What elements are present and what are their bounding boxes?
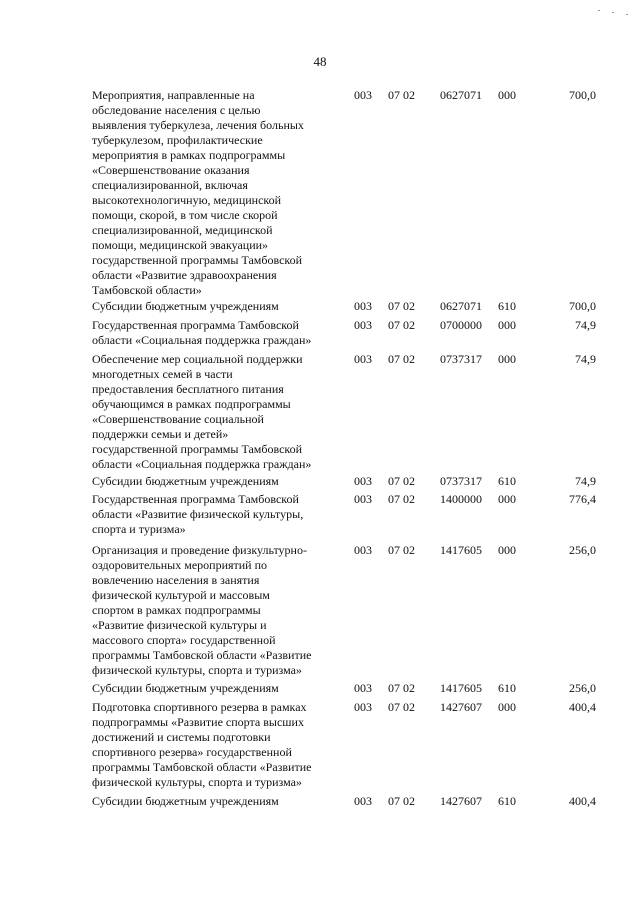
target-article-code: 0627071 — [440, 88, 482, 102]
amount: 700,0 — [569, 299, 596, 313]
row-description: Субсидии бюджетным учреждениям — [92, 474, 279, 488]
target-article-code: 1427607 — [440, 700, 482, 714]
target-article-code: 0700000 — [440, 318, 482, 332]
admin-code: 003 — [354, 88, 372, 102]
amount: 74,9 — [575, 318, 596, 332]
section-code: 07 02 — [388, 88, 415, 102]
admin-code: 003 — [354, 700, 372, 714]
row-description: Государственная программа Тамбовской области «Развитие физической культуры, спорта и туризма» — [92, 492, 304, 536]
section-code: 07 02 — [388, 352, 415, 366]
scan-speck — [598, 10, 600, 11]
section-code: 07 02 — [388, 474, 415, 488]
expense-kind-code: 000 — [498, 88, 516, 102]
section-code: 07 02 — [388, 492, 415, 506]
amount: 400,4 — [569, 794, 596, 808]
row-description: Субсидии бюджетным учреждениям — [92, 299, 279, 313]
target-article-code: 0737317 — [440, 352, 482, 366]
section-code: 07 02 — [388, 299, 415, 313]
target-article-code: 1417605 — [440, 681, 482, 695]
admin-code: 003 — [354, 543, 372, 557]
expense-kind-code: 000 — [498, 352, 516, 366]
target-article-code: 0737317 — [440, 474, 482, 488]
scan-speck — [612, 12, 614, 13]
expense-kind-code: 000 — [498, 492, 516, 506]
expense-kind-code: 000 — [498, 543, 516, 557]
amount: 256,0 — [569, 681, 596, 695]
section-code: 07 02 — [388, 318, 415, 332]
target-article-code: 0627071 — [440, 299, 482, 313]
row-description: Обеспечение мер социальной поддержки многодетных семей в части предоставления бесплатного питания обучающимся в рамках подпрограммы «Совершенствование социальной поддержки семьи и детей» государственной программы Тамбовской области «Социальная поддержка граждан» — [92, 352, 312, 471]
row-description: Организация и проведение физкультурно- оздоровительных мероприятий по вовлечению населения в занятия физической культурой и массовым спортом в рамках подпрограммы «Развитие физической культуры и массового спорта» государственной программы Тамбовской области «Развитие физической культуры, спорта и туризма» — [92, 543, 312, 677]
admin-code: 003 — [354, 299, 372, 313]
amount: 74,9 — [575, 474, 596, 488]
amount: 256,0 — [569, 543, 596, 557]
target-article-code: 1400000 — [440, 492, 482, 506]
expense-kind-code: 000 — [498, 318, 516, 332]
row-description: Мероприятия, направленные на обследование населения с целью выявления туберкулеза, лечения больных туберкулезом, профилактические мероприятия в рамках подпрограммы «Совершенствование оказания специализированной, включая высокотехнологичную, медицинской помощи, скорой, в том числе скорой специализированной, медицинской помощи, медицинской эвакуации» государственной программы Тамбовской области «Развитие здравоохранения Тамбовской области» — [92, 88, 304, 297]
target-article-code: 1417605 — [440, 543, 482, 557]
admin-code: 003 — [354, 318, 372, 332]
row-description: Подготовка спортивного резерва в рамках подпрограммы «Развитие спорта высших достижений и системы подготовки спортивного резерва» государственной программы Тамбовской области «Развитие физической культуры, спорта и туризма» — [92, 700, 312, 789]
expense-kind-code: 610 — [498, 474, 516, 488]
row-description: Субсидии бюджетным учреждениям — [92, 681, 279, 695]
scan-speck — [626, 14, 628, 15]
admin-code: 003 — [354, 794, 372, 808]
admin-code: 003 — [354, 492, 372, 506]
section-code: 07 02 — [388, 681, 415, 695]
expense-kind-code: 000 — [498, 700, 516, 714]
admin-code: 003 — [354, 681, 372, 695]
section-code: 07 02 — [388, 543, 415, 557]
row-description: Субсидии бюджетным учреждениям — [92, 794, 279, 808]
section-code: 07 02 — [388, 700, 415, 714]
amount: 776,4 — [569, 492, 596, 506]
admin-code: 003 — [354, 474, 372, 488]
row-description: Государственная программа Тамбовской области «Социальная поддержка граждан» — [92, 318, 312, 347]
expense-kind-code: 610 — [498, 681, 516, 695]
target-article-code: 1427607 — [440, 794, 482, 808]
amount: 74,9 — [575, 352, 596, 366]
expense-kind-code: 610 — [498, 299, 516, 313]
page-number: 48 — [313, 54, 327, 69]
amount: 700,0 — [569, 88, 596, 102]
admin-code: 003 — [354, 352, 372, 366]
section-code: 07 02 — [388, 794, 415, 808]
amount: 400,4 — [569, 700, 596, 714]
expense-kind-code: 610 — [498, 794, 516, 808]
